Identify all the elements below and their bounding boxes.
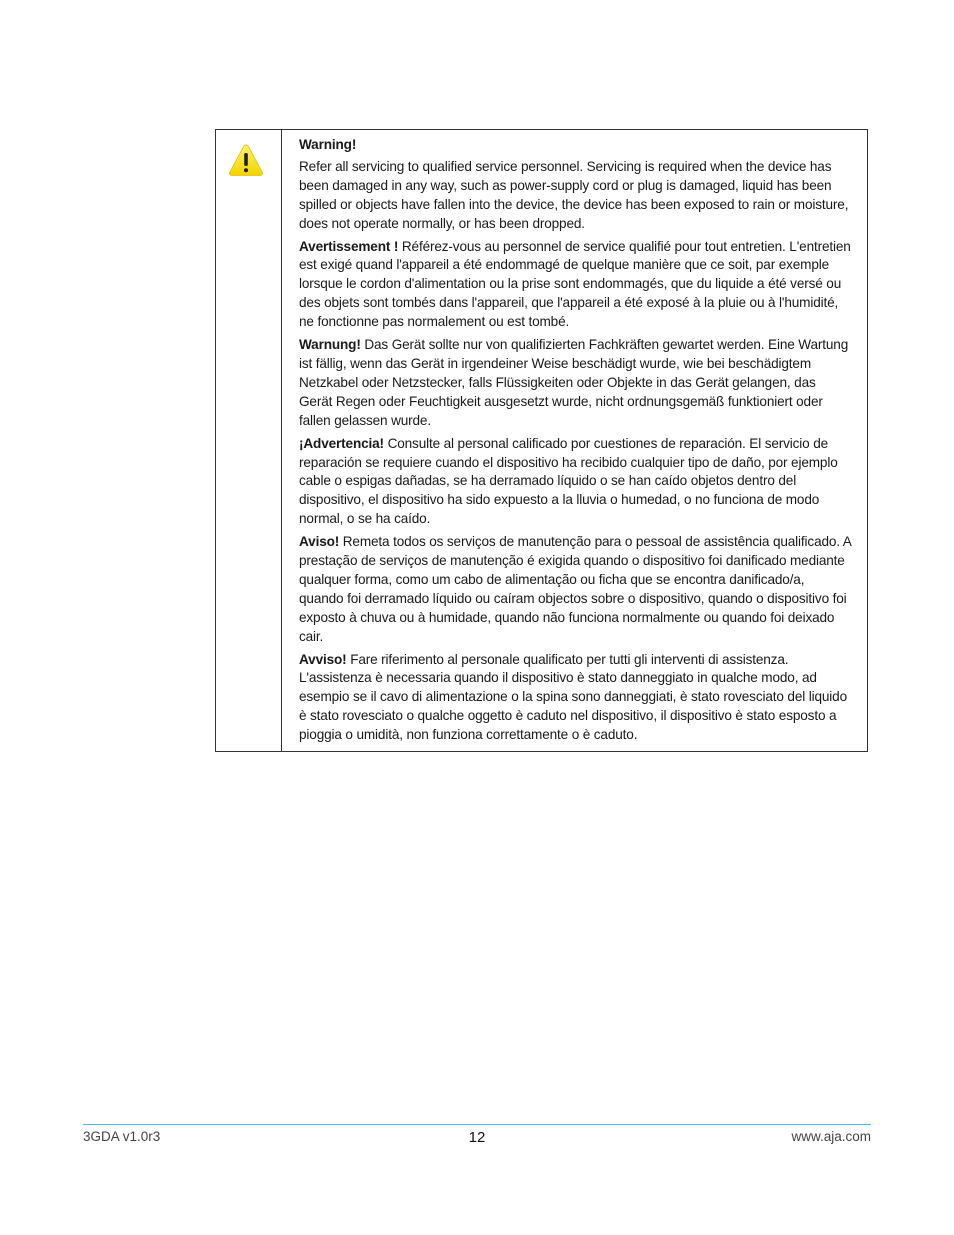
warning-label-fr: Avertissement ! <box>299 238 399 254</box>
warning-text-pt: Remeta todos os serviços de manutenção para o pessoal de assistência qualificado. A prestação de serviços de manutenção é exigida quando o dispositivo foi danificado mediante qualquer forma, como um cabo de alimentação ou ficha que se encontra danificado/a, quando foi derramado líquido ou caíram objectos sobre o dispositivo, quando o dispositivo foi exposto à chuva ou à humidade, quando não funciona normalmente ou quando foi deixado cair. <box>299 534 851 644</box>
warning-label-it: Avviso! <box>299 651 347 667</box>
warning-text-es: Consulte al personal calificado por cuestiones de reparación. El servicio de reparación se requiere cuando el dispositivo ha recibido cualquier tipo de daño, por ejemplo cable o espigas dañadas, se ha derramado líquido o se han caído objetos dentro del dispositivo, el dispositivo ha sido expuesto a la lluvia o humedad, o no funciona de modo normal, o se ha caído. <box>299 435 838 527</box>
warning-box <box>215 129 868 752</box>
warning-italian <box>299 651 851 746</box>
warning-text-fr: Référez-vous au personnel de service qualifié pour tout entretien. L'entretien est exigé quand l'appareil a été endommagé de quelque manière que ce soit, par exemple lorsque le cordon d'alimentation ou la prise sont endommagés, que du liquide a été versé ou des objets sont tombés dans l'appareil, que l'appareil a été exposé à la pluie ou à l'humidité, ne fonctionne pas normalement ou est tombé. <box>299 238 851 330</box>
warning-english-text: Refer all servicing to qualified service personnel. Servicing is required when the device has been damaged in any way, such as power-supply cord or plug is damaged, liquid has been spilled or objects have fallen into the device, the device has been exposed to rain or moisture, does not operate normally, or has been dropped. <box>299 158 849 231</box>
warning-text-de: Das Gerät sollte nur von qualifizierten Fachkräften gewartet werden. Eine Wartung ist fällig, wenn das Gerät in irgendeiner Weise beschädigt wurde, wie bei beschädigtem Netzkabel oder Netzstecker, falls Flüssigkeiten oder Objekte in das Gerät gelangen, das Gerät Regen oder Feuchtigkeit ausgesetzt wurde, nicht ordnungsgemäß funktioniert oder fallen gelassen wurde. <box>299 337 849 428</box>
footer-doc-version: 3GDA v1.0r3 <box>83 1129 161 1144</box>
warning-spanish <box>299 435 851 530</box>
warning-english <box>299 136 851 234</box>
warning-icon-cell <box>216 130 282 751</box>
warning-text <box>282 130 867 751</box>
warning-triangle-icon <box>228 143 264 177</box>
footer-page-number: 12 <box>468 1129 486 1146</box>
warning-label-de: Warnung! <box>299 337 361 353</box>
footer-website: www.aja.com <box>791 1129 871 1144</box>
warning-heading: Warning! <box>299 137 357 152</box>
footer-rule <box>83 1124 871 1125</box>
warning-german <box>299 336 851 431</box>
warning-label-es: ¡Advertencia! <box>299 435 384 451</box>
warning-portuguese <box>299 533 851 646</box>
warning-label-pt: Aviso! <box>299 534 340 550</box>
warning-text-it: Fare riferimento al personale qualificato per tutti gli interventi di assistenza. L'assistenza è necessaria quando il dispositivo è stato danneggiato in qualche modo, ad esempio se il cavo di alimentazione o la spina sono danneggiati, è stato rovesciato del liquido è stato rovesciato o qualche oggetto è caduto nel dispositivo, il dispositivo è stato esposto a pioggia o umidità, non funziona correttamente o è caduto. <box>299 651 847 743</box>
warning-french <box>299 238 851 333</box>
